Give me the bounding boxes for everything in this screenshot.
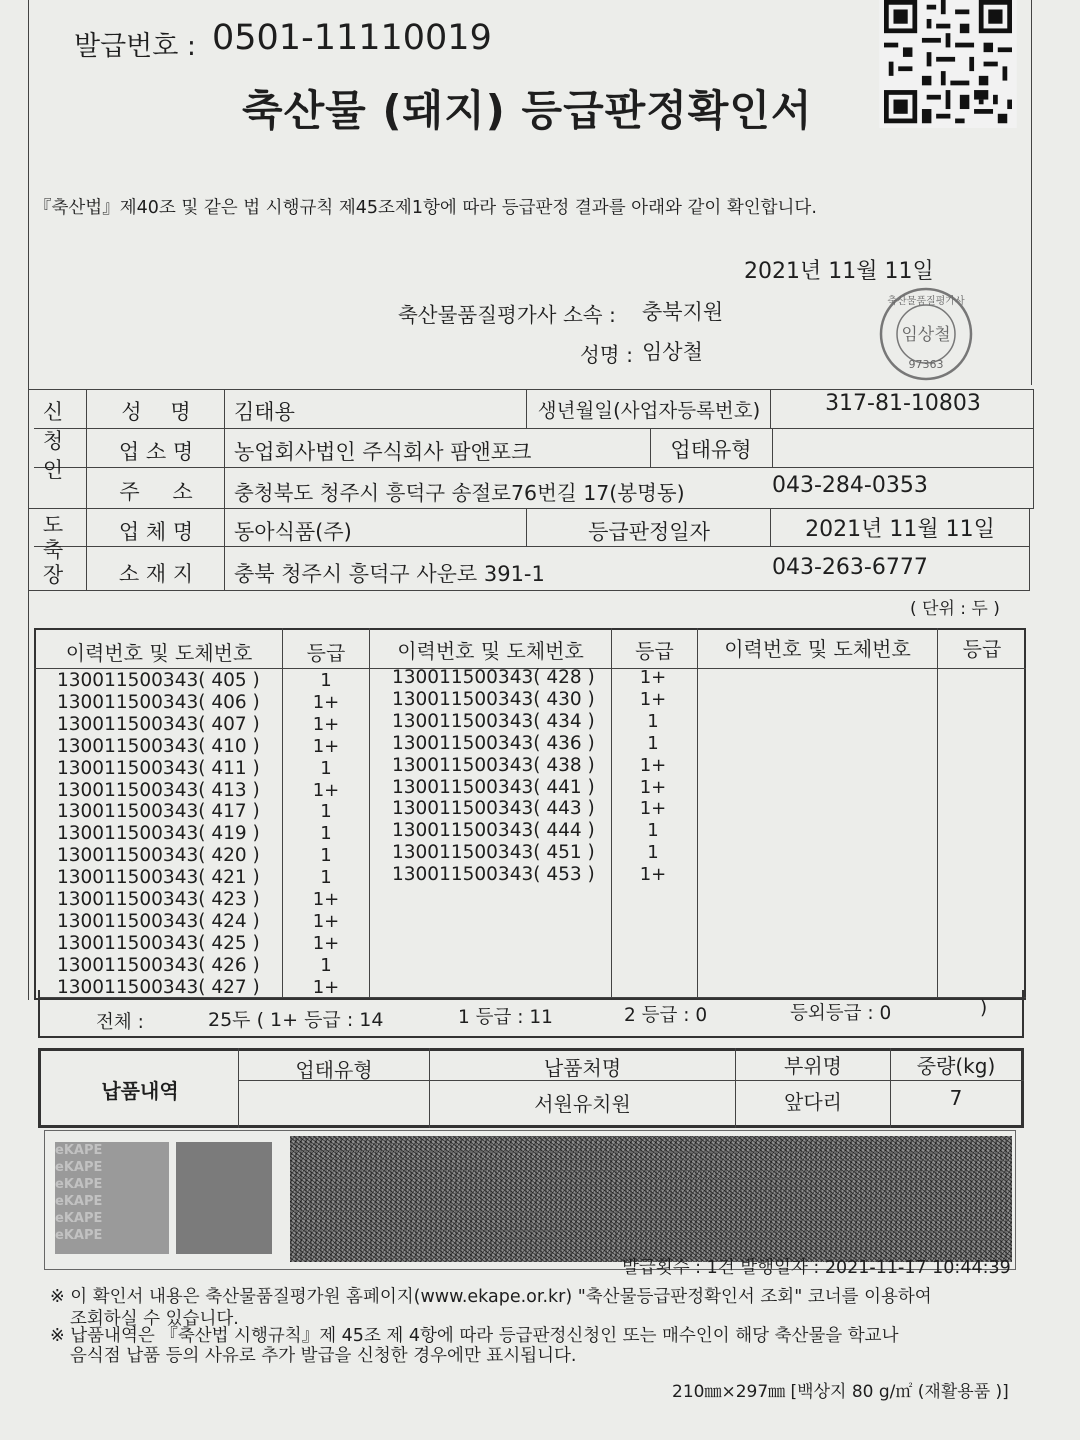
applicant-addr: 충청북도 청주시 흥덕구 송절로76번길 17(봉명동) xyxy=(234,481,685,505)
table-row-grade: 1+ xyxy=(639,754,667,776)
table-row-grade: 1 xyxy=(647,820,659,842)
applicant-birth-label: 생년월일(사업자등록번호) xyxy=(537,399,761,422)
table-row-id: 130011500343( 436 ) xyxy=(392,732,595,754)
slaughter-loc-label: 소 재 지 xyxy=(118,562,194,586)
watermark-text: eKAPE xyxy=(55,1228,103,1243)
evaluator-affiliation: 충북지원 xyxy=(642,300,724,324)
table-row-id: 130011500343( 407 ) xyxy=(57,713,260,735)
watermark-text: eKAPE xyxy=(55,1194,103,1209)
applicant-name: 김태용 xyxy=(234,400,295,424)
applicant-biz-label: 업 소 명 xyxy=(118,440,194,464)
slaughter-phone: 043-263-6777 xyxy=(772,555,928,580)
table-row-id: 130011500343( 451 ) xyxy=(392,842,595,864)
table-row-grade: 1+ xyxy=(312,691,340,713)
note-2-line-1: ※ 납품내역은 『축산법 시행규칙』제 45조 제 4항에 따라 등급판정신청인 또는 매수인이 해당 축산물을 학교나 xyxy=(50,1326,899,1346)
table-row-id: 130011500343( 434 ) xyxy=(392,710,595,732)
table-row-id: 130011500343( 438 ) xyxy=(392,754,595,776)
issue-info: 발급횟수 : 1건 발행일자 : 2021-11-17 10:44:39 xyxy=(622,1258,1011,1278)
delivery-part: 앞다리 xyxy=(784,1090,842,1114)
table-row-grade: 1+ xyxy=(312,976,340,998)
col2-id-header: 이력번호 및 도체번호 xyxy=(397,639,584,663)
note-2-line-2: 음식점 납품 등의 사유로 추가 발급을 신청한 경우에만 표시됩니다. xyxy=(70,1346,577,1366)
slaughter-name: 동아식품(주) xyxy=(234,520,352,544)
seal-ring-text: 축산물품질평가사 xyxy=(887,296,965,307)
col2-grade-list xyxy=(612,667,694,886)
paper-spec: 210㎜×297㎜ [백상지 80 g/㎡ (재활용품 )] xyxy=(672,1382,1009,1402)
table-row-id: 130011500343( 417 ) xyxy=(57,801,260,823)
table-row-grade: 1 xyxy=(320,954,332,976)
applicant-type-label: 업태유형 xyxy=(670,438,752,462)
delivery-type-header: 업태유형 xyxy=(295,1058,373,1082)
evaluator-name: 임상철 xyxy=(642,340,703,364)
table-row-id: 130011500343( 444 ) xyxy=(392,820,595,842)
table-row-grade: 1+ xyxy=(312,932,340,954)
table-row-id: 130011500343( 421 ) xyxy=(57,867,260,889)
applicant-section-label: 신청인 xyxy=(42,400,64,482)
watermark-text: eKAPE xyxy=(55,1177,103,1192)
table-row-id: 130011500343( 430 ) xyxy=(392,688,595,710)
table-row-grade: 1+ xyxy=(639,688,667,710)
grading-date: 2021년 11월 11일 xyxy=(805,517,995,542)
watermark-text: eKAPE xyxy=(55,1160,103,1175)
table-row-grade: 1+ xyxy=(639,864,667,886)
document-title: 축산물 (돼지) 등급판정확인서 xyxy=(242,86,813,135)
applicant-phone: 043-284-0353 xyxy=(772,473,928,498)
table-row-id: 130011500343( 453 ) xyxy=(392,864,595,886)
applicant-birth: 317-81-10803 xyxy=(825,391,981,416)
table-row-grade: 1+ xyxy=(639,667,667,688)
grading-date-label: 등급판정일자 xyxy=(588,520,710,544)
delivery-part-header: 부위명 xyxy=(784,1054,842,1078)
seal-center-text: 임상철 xyxy=(901,325,951,345)
intro-text: 『축산법』제40조 및 같은 법 시행규칙 제45조제1항에 따라 등급판정 결과를 아래와 같이 확인합니다. xyxy=(34,198,817,218)
table-row-grade: 1+ xyxy=(312,735,340,757)
col1-grade-header: 등급 xyxy=(306,641,346,665)
table-row-grade: 1 xyxy=(647,710,659,732)
col1-id-header: 이력번호 및 도체번호 xyxy=(65,641,253,665)
table-row-grade: 1 xyxy=(320,867,332,889)
evaluator-seal xyxy=(878,286,974,382)
table-row-id: 130011500343( 425 ) xyxy=(57,932,260,954)
issue-number: 0501-11110019 xyxy=(212,18,492,58)
evaluator-affiliation-label: 축산물품질평가사 소속 : xyxy=(398,303,616,327)
table-row-grade: 1 xyxy=(320,757,332,779)
table-row-id: 130011500343( 405 ) xyxy=(57,670,260,691)
table-row-grade: 1+ xyxy=(312,910,340,932)
applicant-biz: 농업회사법인 주식회사 팜앤포크 xyxy=(234,440,532,464)
delivery-weight: 7 xyxy=(949,1086,963,1110)
table-row-grade: 1 xyxy=(320,670,332,691)
note-1-line-1: ※ 이 확인서 내용은 축산물품질평가원 홈페이지(www.ekape.or.kr) "축산물등급판정확인서 조회" 코너를 이용하여 xyxy=(50,1287,932,1307)
summary-close: ) xyxy=(980,998,988,1019)
table-row-grade: 1 xyxy=(320,823,332,845)
table-row-id: 130011500343( 428 ) xyxy=(392,667,595,688)
delivery-label: 납품내역 xyxy=(101,1079,179,1103)
col2-id-list xyxy=(392,667,595,886)
table-row-id: 130011500343( 426 ) xyxy=(57,954,260,976)
delivery-dest-header: 납품처명 xyxy=(543,1056,622,1080)
summary-total: 25두 ( 1+ 등급 : 14 xyxy=(208,1009,384,1031)
right-border xyxy=(1031,0,1032,385)
table-row-id: 130011500343( 441 ) xyxy=(392,776,595,798)
left-border xyxy=(28,0,29,1000)
table-row-grade: 1 xyxy=(320,845,332,867)
slaughterhouse-section-label: 도축장 xyxy=(42,513,64,587)
slaughter-loc: 충북 청주시 흥덕구 사운로 391-1 xyxy=(234,562,545,586)
table-row-grade: 1 xyxy=(647,732,659,754)
slaughter-name-label: 업 체 명 xyxy=(118,520,194,544)
seal-number: 97363 xyxy=(908,358,944,371)
issue-number-label: 발급번호 : xyxy=(74,31,197,62)
unit-label: ( 단위 : 두 ) xyxy=(910,599,1000,619)
applicant-addr-label: 주 소 xyxy=(119,480,193,504)
security-barcode-pattern xyxy=(290,1136,1012,1262)
delivery-weight-header: 중량(kg) xyxy=(916,1054,996,1078)
table-row-id: 130011500343( 420 ) xyxy=(57,845,260,867)
col2-grade-header: 등급 xyxy=(635,639,674,663)
table-row-id: 130011500343( 443 ) xyxy=(392,798,595,820)
table-row-id: 130011500343( 427 ) xyxy=(57,976,260,998)
table-row-grade: 1 xyxy=(320,801,332,823)
qr-code-icon xyxy=(878,0,1018,128)
summary-grade1: 1 등급 : 11 xyxy=(458,1007,553,1028)
table-row-id: 130011500343( 419 ) xyxy=(57,823,260,845)
table-row-grade: 1 xyxy=(647,842,659,864)
table-row-grade: 1+ xyxy=(639,776,667,798)
watermark-logo xyxy=(55,1142,169,1254)
table-row-id: 130011500343( 423 ) xyxy=(57,889,260,911)
table-row-id: 130011500343( 424 ) xyxy=(57,910,260,932)
applicant-name-label: 성 명 xyxy=(121,400,191,424)
table-row-id: 130011500343( 411 ) xyxy=(57,757,260,779)
col3-id-header: 이력번호 및 도체번호 xyxy=(724,637,911,661)
table-row-id: 130011500343( 406 ) xyxy=(57,691,260,713)
summary-grade2: 2 등급 : 0 xyxy=(624,1005,708,1026)
col3-grade-header: 등급 xyxy=(962,637,1002,661)
confirm-date: 2021년 11월 11일 xyxy=(744,259,934,284)
table-row-grade: 1+ xyxy=(639,798,667,820)
col1-id-list xyxy=(57,670,260,999)
table-row-id: 130011500343( 410 ) xyxy=(57,735,260,757)
summary-outside: 등외등급 : 0 xyxy=(790,1003,892,1024)
note-1-line-2: 조회하실 수 있습니다. xyxy=(70,1309,239,1329)
watermark-text: eKAPE xyxy=(55,1143,103,1158)
delivery-dest: 서원유치원 xyxy=(534,1092,631,1116)
table-row-grade: 1+ xyxy=(312,713,340,735)
table-row-id: 130011500343( 413 ) xyxy=(57,779,260,801)
evaluator-name-label: 성명 : xyxy=(580,343,634,367)
summary-total-label: 전체 : xyxy=(96,1012,144,1033)
security-stamp-image xyxy=(176,1142,272,1254)
table-row-grade: 1+ xyxy=(312,889,340,911)
col1-grade-list xyxy=(283,670,369,999)
watermark-text: eKAPE xyxy=(55,1211,103,1226)
table-row-grade: 1+ xyxy=(312,779,340,801)
